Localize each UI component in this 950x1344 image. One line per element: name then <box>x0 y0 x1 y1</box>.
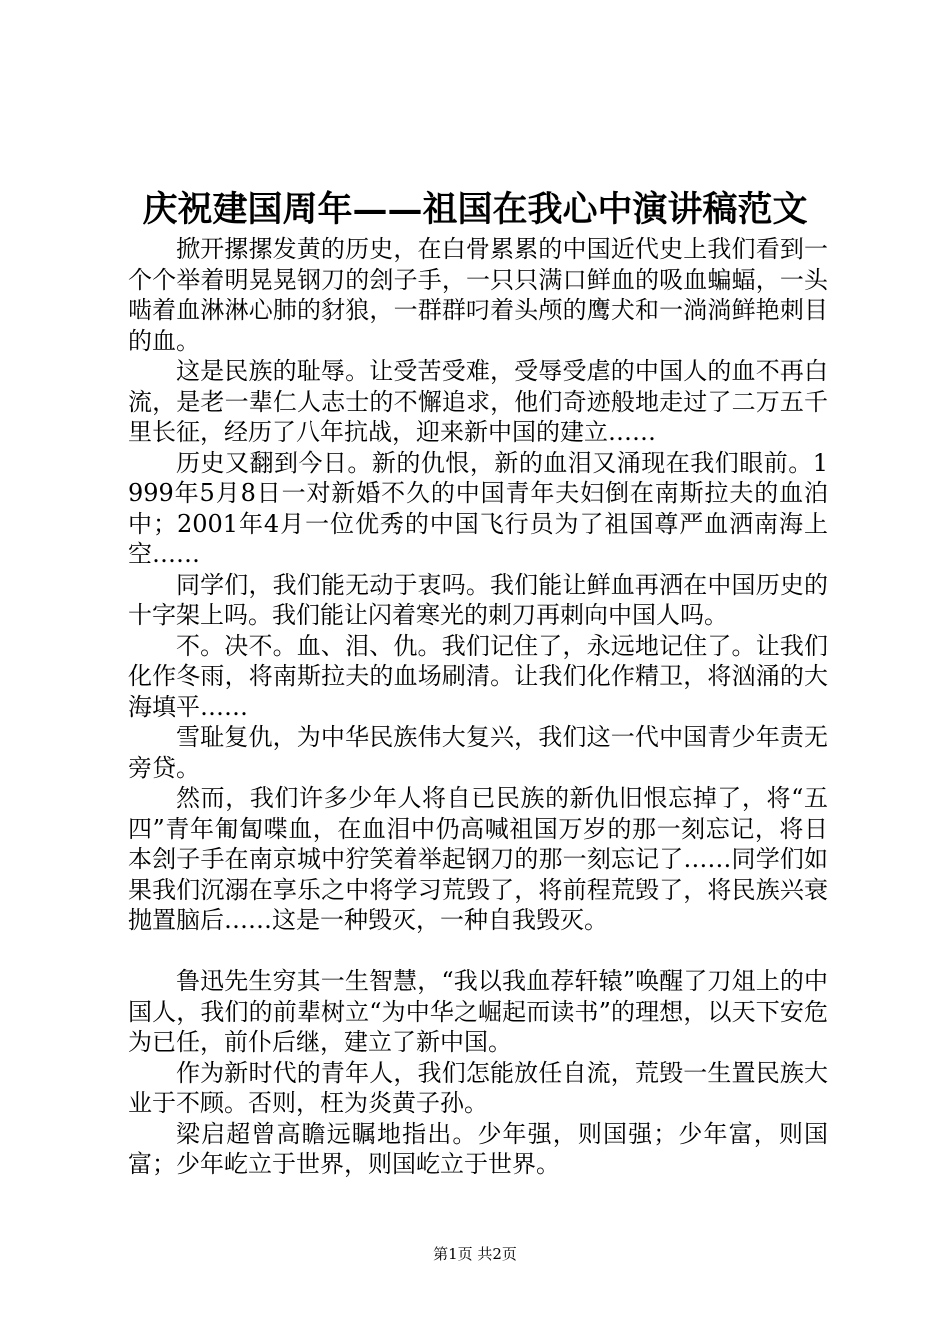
page-number-footer: 第1页 共2页 <box>433 1245 517 1263</box>
paragraph-10: 梁启超曾高瞻远瞩地指出。少年强，则国强；少年富，则国富；少年屹立于世界，则国屹立于世界。 <box>128 1119 828 1178</box>
paragraph-5: 不。决不。血、泪、仇。我们记住了，永远地记住了。让我们化作冬雨，将南斯拉夫的血场刷清。让我们化作精卫，将汹涌的大海填平…… <box>128 631 828 721</box>
paragraph-7: 然而，我们许多少年人将自已民族的新仇旧恨忘掉了，将“五四”青年匍匐喋血，在血泪中仍高喊祖国万岁的那一刻忘记，将日本刽子手在南京城中狞笑着举起钢刀的那一刻忘记了……同学们如果我们沉溺在享乐之中将学习荒毁了，将前程荒毁了，将民族兴衰抛置脑后……这是一种毁灭，一种自我毁灭。 <box>128 784 828 934</box>
paragraph-3: 历史又翻到今日。新的仇恨，新的血泪又涌现在我们眼前。1999年5月8日一对新婚不久的中国青年夫妇倒在南斯拉夫的血泊中；2001年4月一位优秀的中国飞行员为了祖国尊严血洒南海上空…… <box>128 448 828 568</box>
document-body <box>128 234 828 1180</box>
paragraph-9: 作为新时代的青年人，我们怎能放任自流，荒毁一生置民族大业于不顾。否则，枉为炎黄子孙。 <box>128 1058 828 1117</box>
paragraph-2: 这是民族的耻辱。让受苦受难，受辱受虐的中国人的血不再白流，是老一辈仁人志士的不懈追求，他们奇迹般地走过了二万五千里长征，经历了八年抗战，迎来新中国的建立…… <box>128 357 828 446</box>
paragraph-1: 掀开摞摞发黄的历史，在白骨累累的中国近代史上我们看到一个个举着明晃晃钢刀的刽子手，一只只满口鲜血的吸血蝙蝠，一头啮着血淋淋心肺的豺狼，一群群叼着头颅的鹰犬和一淌淌鲜艳刺目的血。 <box>128 235 828 355</box>
paragraph-8: 鲁迅先生穷其一生智慧，“我以我血荐轩辕”唤醒了刀俎上的中国人，我们的前辈树立“为中华之崛起而读书”的理想，以天下安危为已任，前仆后继，建立了新中国。 <box>128 967 828 1056</box>
paragraph-6: 雪耻复仇，为中华民族伟大复兴，我们这一代中国青少年责无旁贷。 <box>128 723 828 782</box>
document-title: 庆祝建国周年——祖国在我心中演讲稿范文 <box>142 189 808 230</box>
paragraph-4: 同学们，我们能无动于衷吗。我们能让鲜血再洒在中国历史的十字架上吗。我们能让闪着寒光的刺刀再刺向中国人吗。 <box>128 570 828 629</box>
paragraph-spacer <box>128 936 828 967</box>
